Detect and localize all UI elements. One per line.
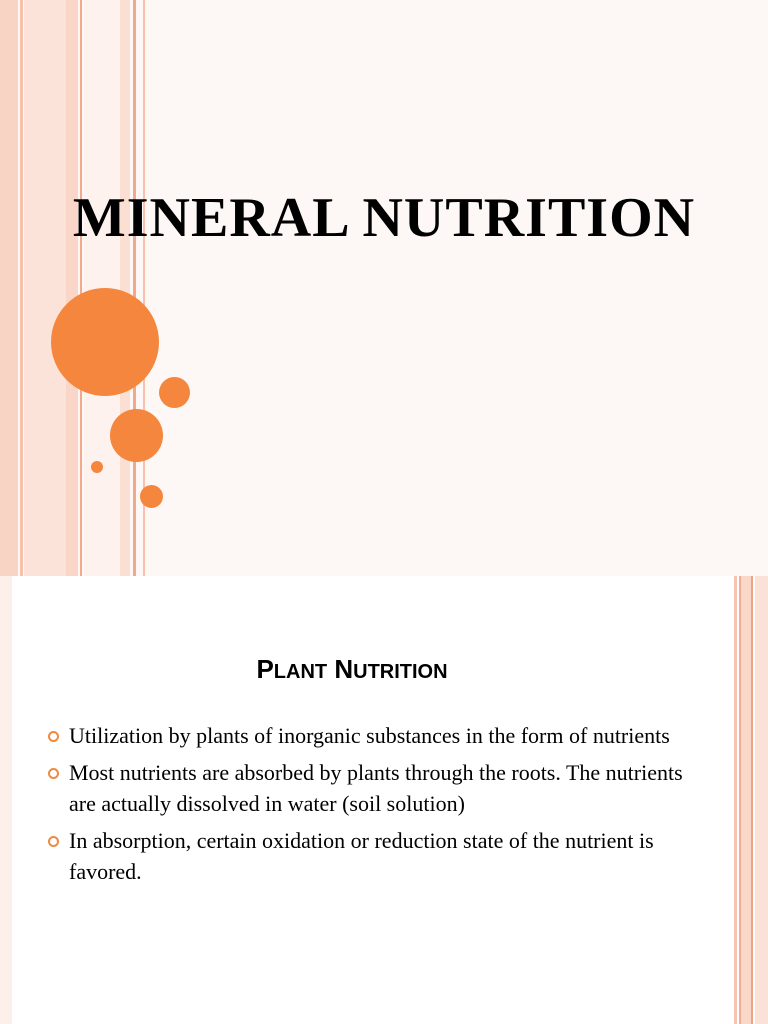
bullet-text: Utilization by plants of inorganic substances in the form of nutrients [69, 723, 670, 748]
decor-circle-small [140, 485, 163, 508]
decor-stripe [80, 0, 82, 576]
slide-title: MINERAL NUTRITION [72, 187, 696, 249]
bullet-item [40, 757, 700, 819]
decor-stripe [24, 0, 66, 576]
bullet-text: Most nutrients are absorbed by plants through the roots. The nutrients are actually dissolved in water (soil solution) [69, 760, 683, 816]
content-slide [0, 576, 768, 1024]
bullet-item [40, 720, 700, 751]
decor-circle-tiny [91, 461, 103, 473]
bullet-list [40, 720, 700, 893]
decor-circle-small [159, 377, 190, 408]
decor-stripe [741, 576, 751, 1024]
bullet-item [40, 825, 700, 887]
decor-stripe [20, 0, 23, 576]
decor-stripe [0, 0, 18, 576]
heading-initial: P [256, 654, 274, 684]
decor-circle-large [51, 288, 159, 396]
slide-heading [0, 654, 704, 685]
decor-stripe [120, 0, 130, 576]
decor-stripe [0, 576, 12, 1024]
decor-circle-medium [110, 409, 163, 462]
decor-stripe [66, 0, 78, 576]
decor-stripe [734, 576, 737, 1024]
decor-stripe [755, 576, 768, 1024]
heading-rest: UTRITION [353, 661, 448, 683]
bullet-ring-icon [48, 731, 59, 742]
bullet-ring-icon [48, 768, 59, 779]
heading-rest: LANT [273, 661, 328, 683]
bullet-text: In absorption, certain oxidation or reduction state of the nutrient is favored. [69, 828, 654, 884]
bullet-ring-icon [48, 836, 59, 847]
decor-stripe [133, 0, 136, 576]
decor-stripe [751, 576, 753, 1024]
heading-initial: N [334, 654, 354, 684]
